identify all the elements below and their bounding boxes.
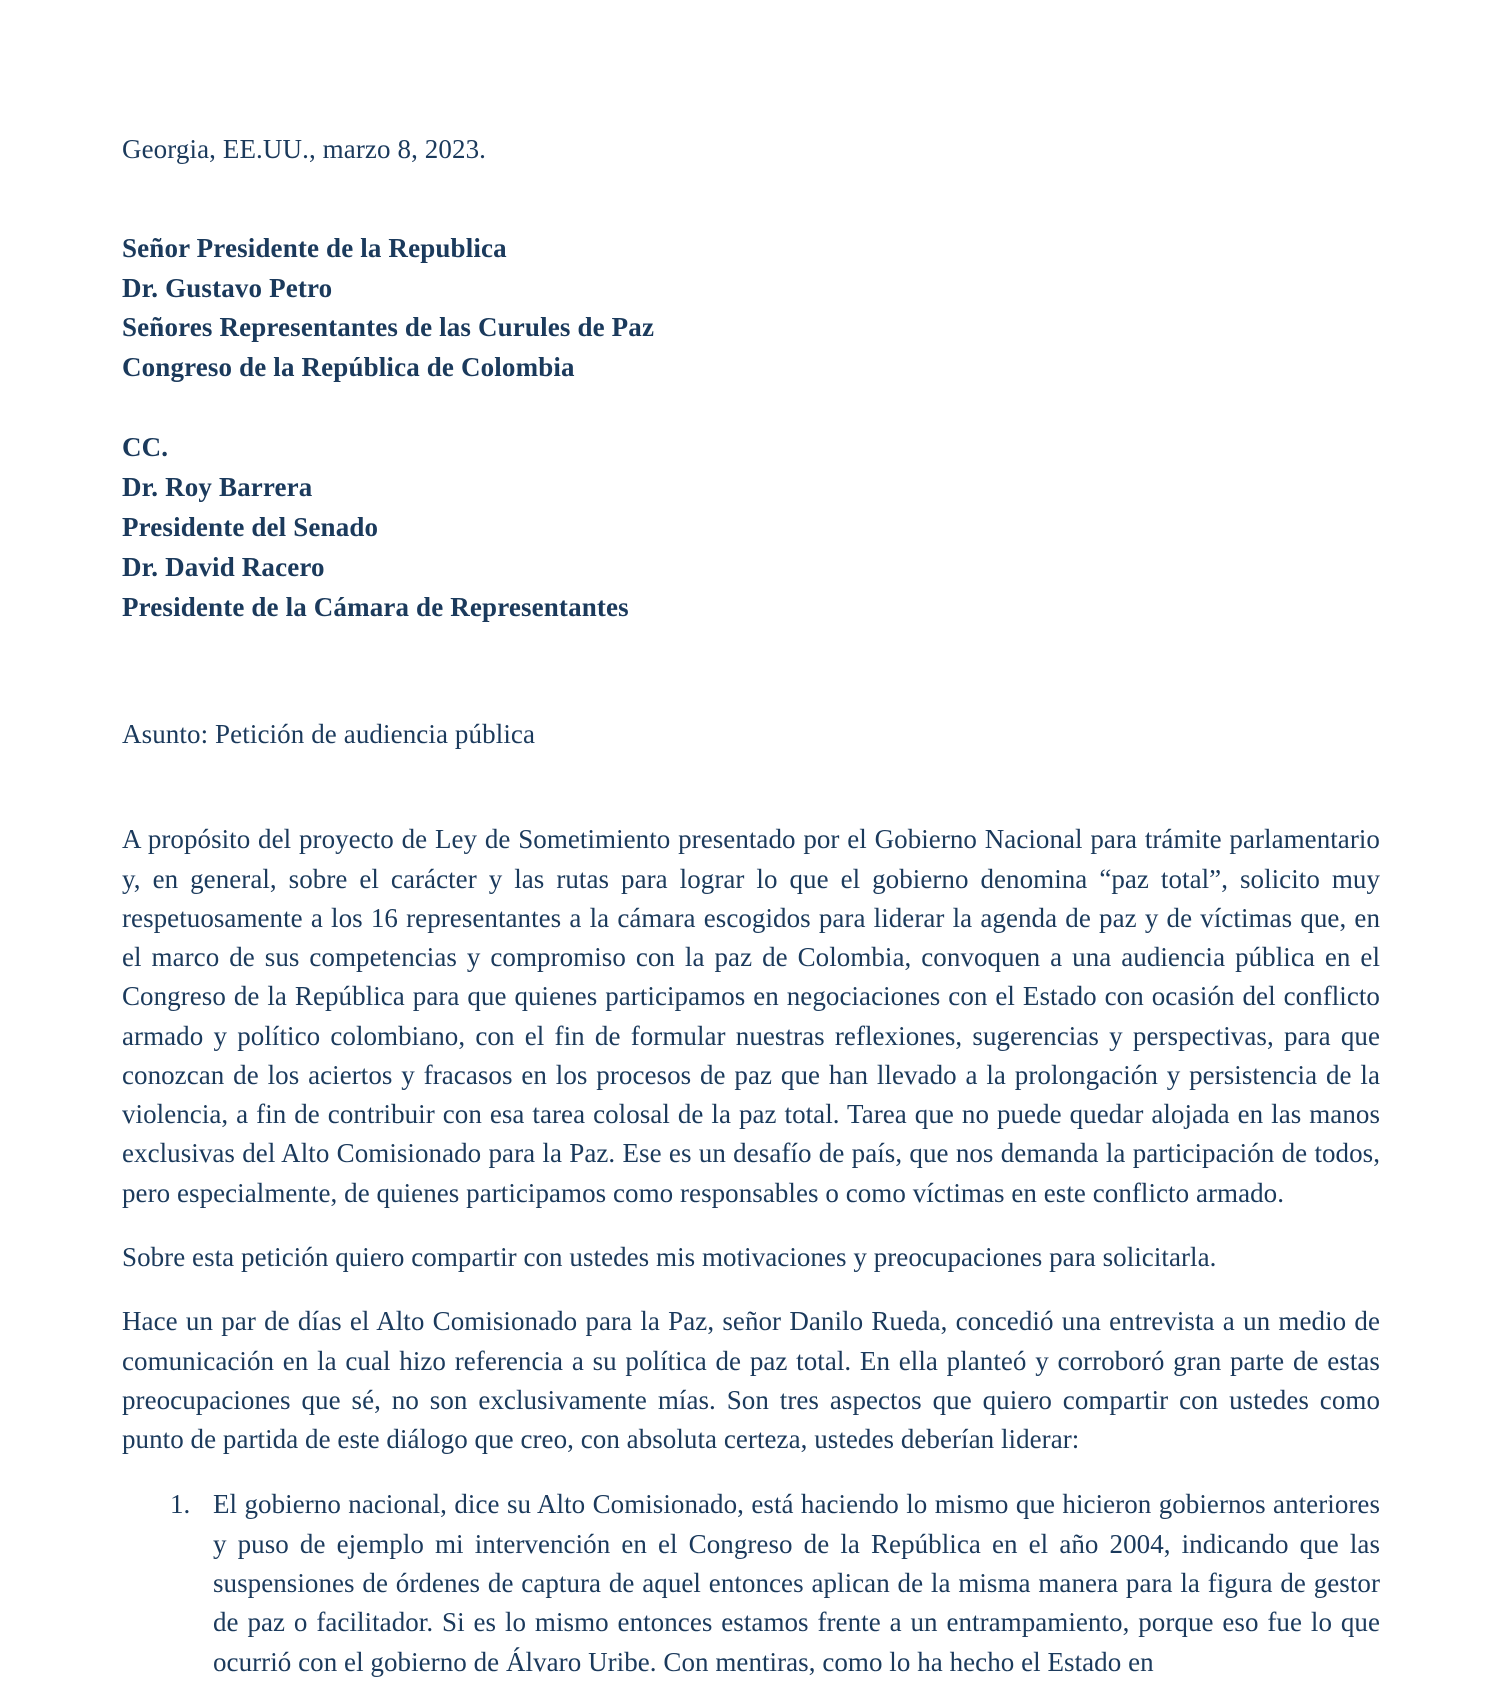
addressee-line-3: Señores Representantes de las Curules de Paz	[122, 312, 655, 343]
spacer-after-subject	[122, 779, 1380, 820]
carbon-copy-block	[122, 428, 1380, 628]
dateline: Georgia, EE.UU., marzo 8, 2023.	[122, 134, 487, 164]
list-item	[122, 1485, 1380, 1681]
cc-line-4: Dr. David Racero	[122, 552, 325, 583]
numbered-list	[122, 1485, 1380, 1681]
cc-label: CC.	[122, 432, 169, 463]
addressee-line-4: Congreso de la República de Colombia	[122, 352, 575, 383]
addressee-line-1: Señor Presidente de la Republica	[122, 232, 507, 263]
spacer-before-subject	[122, 628, 1380, 690]
spacer-after-dateline	[122, 167, 1380, 229]
cc-line-5: Presidente de la Cámara de Representantes	[122, 592, 629, 623]
letter-content	[122, 132, 1380, 1682]
addressee-line-2: Dr. Gustavo Petro	[122, 272, 333, 303]
body-paragraph-3: Hace un par de días el Alto Comisionado para la Paz, señor Danilo Rueda, concedió una entrevista a un medio de comunicación en la cual hizo referencia a su política de paz total. En ella planteó y corroboró gran parte de estas preocupaciones que sé, no son exclusivamente mías. Son tres aspectos que quiero compartir con ustedes como punto de partida de este diálogo que creo, con absoluta certeza, ustedes deberían liderar:	[122, 1306, 1380, 1455]
spacer-before-cc	[122, 388, 1380, 428]
addressee-block	[122, 229, 1380, 389]
list-item-text: El gobierno nacional, dice su Alto Comisionado, está haciendo lo mismo que hicieron gobiernos anteriores y puso de ejemplo mi intervención en el Congreso de la República en el año 2004, indicando que las suspensiones de órdenes de captura de aquel entonces aplican de la misma manera para la figura de gestor de paz o facilitador. Si es lo mismo entonces estamos frente a un entrampamiento, porque eso fue lo que ocurrió con el gobierno de Álvaro Uribe. Con mentiras, como lo ha hecho el Estado en	[213, 1489, 1380, 1677]
cc-line-2: Dr. Roy Barrera	[122, 472, 313, 503]
cc-line-3: Presidente del Senado	[122, 512, 379, 543]
body-paragraph-2: Sobre esta petición quiero compartir con ustedes mis motivaciones y preocupaciones para solicitarla.	[122, 1242, 1217, 1273]
body-paragraph-1: A propósito del proyecto de Ley de Sometimiento presentado por el Gobierno Nacional para trámite parlamentario y, en general, sobre el carácter y las rutas para lograr lo que el gobierno denomina “paz total”, solicito muy respetuosamente a los 16 representantes a la cámara escogidos para liderar la agenda de paz y de víctimas que, en el marco de sus competencias y compromiso con la paz de Colombia, convoquen a una audiencia pública en el Congreso de la República para que quienes participamos en negociaciones con el Estado con ocasión del conflicto armado y político colombiano, con el fin de formular nuestras reflexiones, sugerencias y perspectivas, para que conozcan de los aciertos y fracasos en los procesos de paz que han llevado a la prolongación y persistencia de la violencia, a fin de contribuir con esa tarea colosal de la paz total. Tarea que no puede quedar alojada en las manos exclusivas del Alto Comisionado para la Paz. Ese es un desafío de país, que nos demanda la participación de todos, pero especialmente, de quienes participamos como responsables o como víctimas en este conflicto armado.	[122, 824, 1380, 1208]
subject-line: Asunto: Petición de audiencia pública	[122, 719, 536, 750]
list-item-marker: 1.	[170, 1489, 191, 1520]
